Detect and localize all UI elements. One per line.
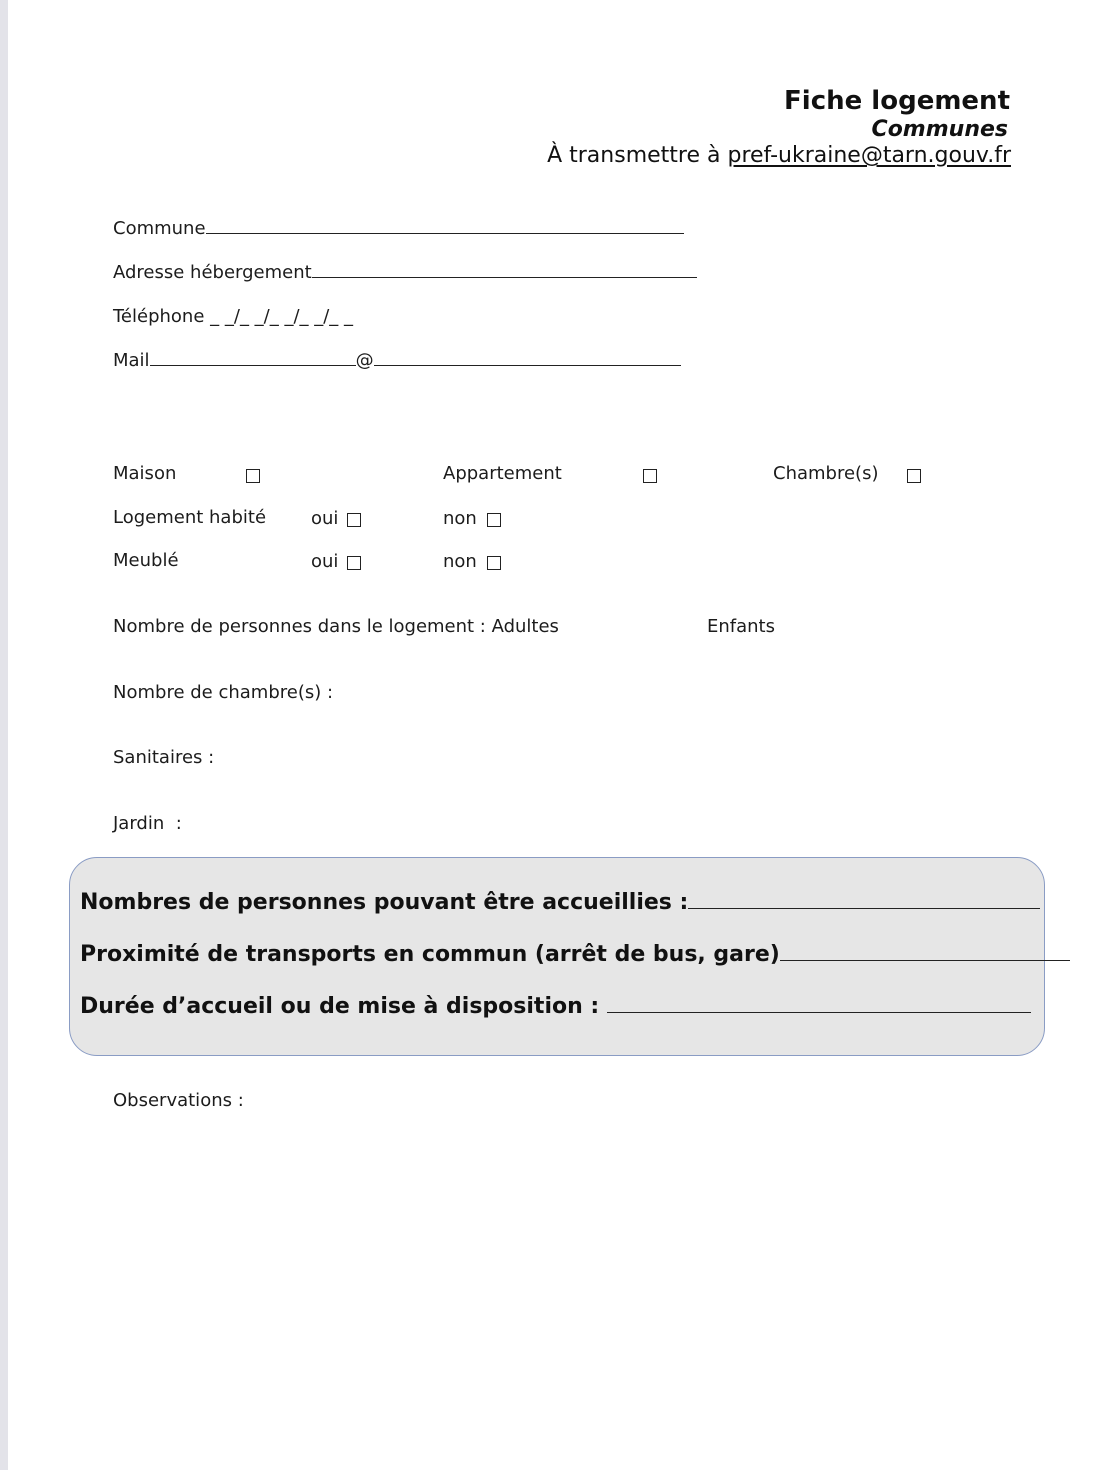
mail-label: Mail — [113, 350, 150, 371]
duration-label: Durée d’accueil ou de mise à disposition : — [80, 994, 600, 1019]
meuble-non-checkbox[interactable] — [487, 556, 501, 570]
commune-label: Commune — [113, 218, 206, 239]
mail-at-sign: @ — [355, 350, 374, 371]
habite-oui-checkbox[interactable] — [347, 513, 361, 527]
jardin-label: Jardin : — [113, 813, 182, 834]
transport-input-line[interactable] — [780, 959, 1070, 961]
transport-field[interactable] — [80, 942, 1070, 967]
chambres-label: Chambre(s) — [773, 463, 879, 484]
document-subtitle: Communes — [871, 117, 1008, 142]
page-edge — [0, 0, 8, 1470]
commune-input-line[interactable] — [206, 232, 684, 234]
transport-label: Proximité de transports en commun (arrêt de bus, gare) — [80, 942, 780, 967]
phone-mask[interactable]: _ _/_ _/_ _/_ _/_ _ — [210, 306, 354, 327]
chambres-checkbox[interactable] — [907, 469, 921, 483]
sanitaires-label: Sanitaires : — [113, 747, 215, 768]
document-title: Fiche logement — [784, 86, 1010, 116]
meuble-non-label: non — [443, 551, 477, 572]
habite-non-label: non — [443, 508, 477, 529]
mail-domain-line[interactable] — [374, 364, 681, 366]
commune-field[interactable] — [113, 218, 684, 239]
maison-checkbox[interactable] — [246, 469, 260, 483]
capacity-input-line[interactable] — [688, 907, 1040, 909]
observations-label: Observations : — [113, 1090, 244, 1111]
persons-enfants-label: Enfants — [707, 616, 775, 637]
meuble-label: Meublé — [113, 550, 179, 571]
persons-adultes-label: Nombre de personnes dans le logement : Adultes — [113, 616, 559, 637]
capacity-label: Nombres de personnes pouvant être accueillies : — [80, 890, 689, 915]
address-label: Adresse hébergement — [113, 262, 312, 283]
email-link[interactable]: pref-ukraine@tarn.gouv.fr — [727, 143, 1011, 168]
habite-label: Logement habité — [113, 507, 267, 528]
mail-field[interactable] — [113, 350, 681, 371]
duration-field[interactable] — [80, 994, 1031, 1019]
duration-input-line[interactable] — [607, 1011, 1031, 1013]
habite-oui-label: oui — [311, 508, 339, 529]
appartement-checkbox[interactable] — [643, 469, 657, 483]
phone-label: Téléphone — [113, 306, 205, 327]
rooms-label: Nombre de chambre(s) : — [113, 682, 334, 703]
send-prefix: À transmettre à — [547, 143, 721, 168]
meuble-oui-checkbox[interactable] — [347, 556, 361, 570]
phone-field[interactable] — [113, 306, 353, 327]
meuble-oui-label: oui — [311, 551, 339, 572]
mail-user-line[interactable] — [150, 364, 356, 366]
address-input-line[interactable] — [312, 276, 697, 278]
maison-label: Maison — [113, 463, 177, 484]
send-instruction — [547, 143, 1011, 168]
capacity-field[interactable] — [80, 890, 1040, 915]
habite-non-checkbox[interactable] — [487, 513, 501, 527]
address-field[interactable] — [113, 262, 697, 283]
appartement-label: Appartement — [443, 463, 562, 484]
